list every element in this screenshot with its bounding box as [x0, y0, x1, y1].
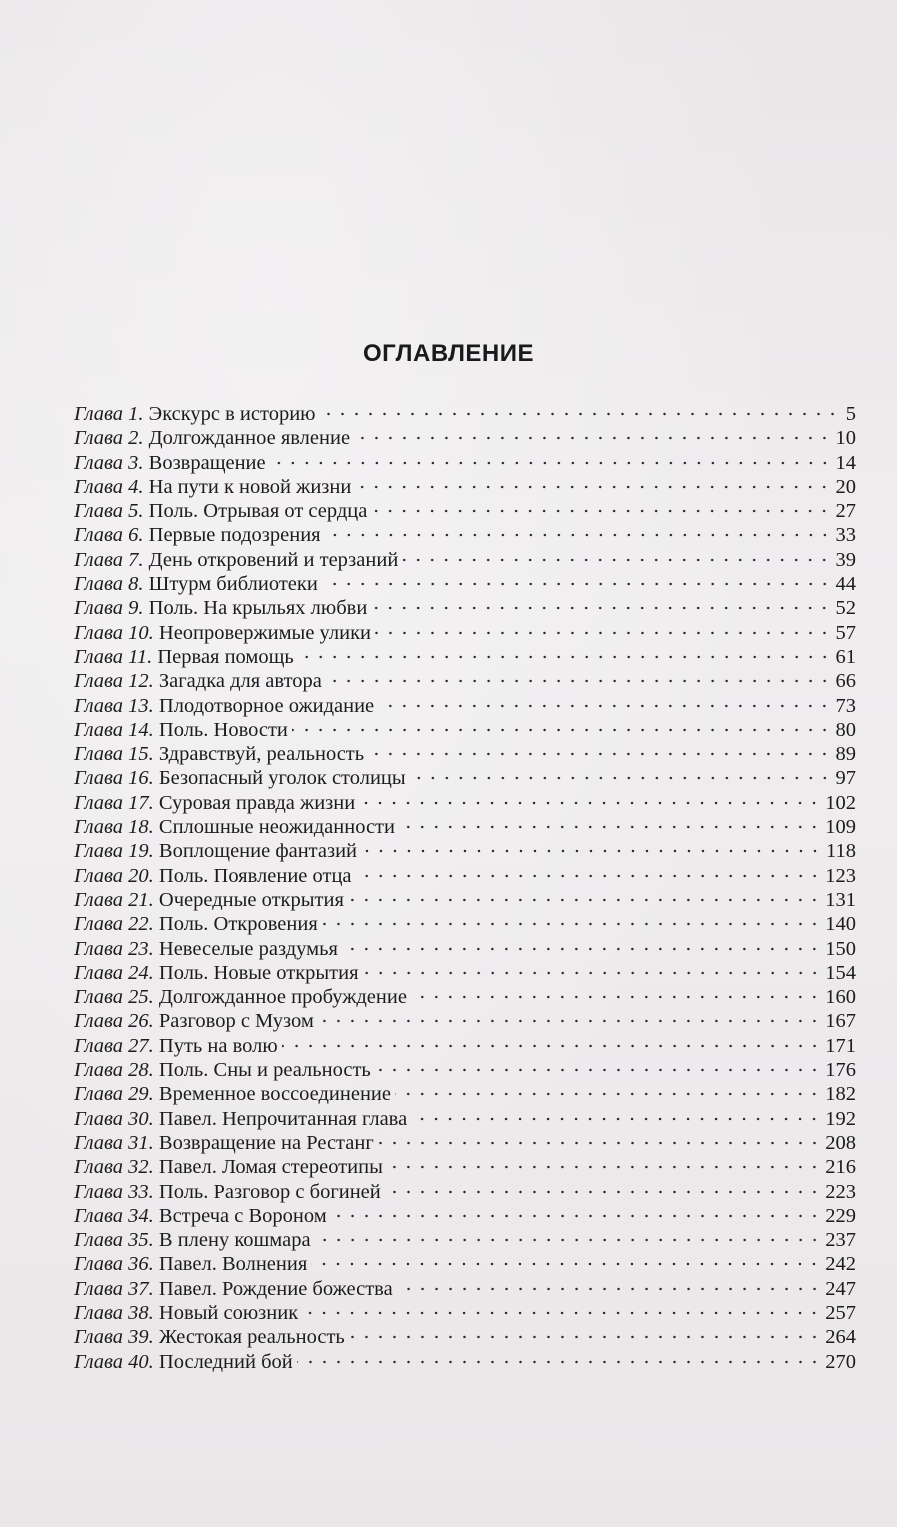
chapter-title: Разговор с Музом [158, 1010, 314, 1033]
page-number: 5 [845, 403, 856, 425]
page-number: 44 [835, 573, 856, 596]
chapter-label: Глава 22. [74, 913, 154, 936]
chapter-title: Загадка для автора [158, 670, 322, 693]
chapter-label: Глава 23. [74, 937, 154, 960]
chapter-label: Глава 12. [74, 670, 154, 693]
toc-row [74, 937, 856, 961]
page-title: ОГЛАВЛЕНИЕ [362, 340, 535, 367]
chapter-label: Глава 5. [74, 500, 144, 523]
toc-row [74, 742, 856, 766]
chapter-label: Глава 30. [74, 1107, 154, 1130]
page-number: 123 [825, 864, 856, 887]
chapter-title: Плодотворное ожидание [158, 694, 375, 717]
page-number: 160 [825, 986, 856, 1009]
toc-row [74, 1034, 856, 1058]
chapter-label: Глава 21. [74, 888, 154, 911]
page-number: 257 [825, 1301, 856, 1324]
dot-leader [359, 801, 821, 805]
chapter-label: Глава 28. [74, 1059, 154, 1082]
toc-row [74, 694, 856, 718]
toc-row [74, 1180, 856, 1204]
chapter-title: День откровений и терзаний [148, 548, 399, 571]
chapter-label: Глава 35. [74, 1229, 154, 1252]
dot-leader [368, 752, 831, 756]
chapter-label: Глава 27. [74, 1034, 154, 1057]
toc-row [74, 1325, 856, 1349]
dot-leader [270, 461, 832, 465]
dot-leader [356, 874, 822, 878]
dot-leader [402, 558, 831, 562]
page-number: 264 [825, 1326, 856, 1349]
toc-row [74, 888, 856, 912]
chapter-label: Глава 40. [74, 1350, 154, 1373]
toc-row [74, 1252, 856, 1276]
page-number: 118 [826, 840, 856, 863]
toc-row [74, 548, 856, 572]
chapter-title: Поль. На крыльях любви [148, 597, 368, 620]
dot-leader [326, 679, 832, 683]
toc-row [74, 1277, 856, 1301]
dot-leader [385, 1190, 821, 1194]
chapter-title: Жестокая реальность [158, 1326, 345, 1349]
chapter-title: Последний бой [158, 1350, 293, 1373]
page-number: 154 [825, 961, 856, 984]
chapter-title: Здравствуй, реальность [158, 743, 365, 766]
toc-row [74, 451, 856, 475]
chapter-title: Очередные открытия [158, 888, 344, 911]
chapter-title: Безопасный уголок столицы [158, 767, 406, 790]
chapter-title: Невеселые раздумья [158, 937, 338, 960]
dot-leader [399, 825, 821, 829]
page-number: 237 [825, 1229, 856, 1252]
page-number: 73 [835, 694, 856, 717]
page-number: 150 [825, 937, 856, 960]
chapter-label: Глава 36. [74, 1253, 154, 1276]
chapter-label: Глава 16. [74, 767, 154, 790]
toc-row [74, 1082, 856, 1106]
dot-leader [349, 1335, 821, 1339]
page-number: 66 [835, 670, 856, 693]
chapter-label: Глава 24. [74, 961, 154, 984]
dot-leader [331, 1214, 822, 1218]
chapter-label: Глава 26. [74, 1010, 154, 1033]
dot-leader [375, 1068, 821, 1072]
chapter-title: Павел. Волнения [158, 1253, 308, 1276]
page-number: 10 [835, 427, 856, 450]
chapter-title: Долгожданное пробуждение [158, 986, 407, 1009]
dot-leader [311, 1262, 821, 1266]
chapter-label: Глава 37. [74, 1277, 154, 1300]
page-number: 14 [835, 451, 856, 474]
page-number: 182 [825, 1083, 856, 1106]
toc-row [74, 1350, 856, 1374]
toc-row [74, 912, 856, 936]
chapter-label: Глава 17. [74, 791, 154, 814]
chapter-label: Глава 38. [74, 1301, 154, 1324]
page-number: 61 [835, 645, 856, 668]
dot-leader [411, 995, 821, 999]
dot-leader [371, 509, 831, 513]
chapter-label: Глава 18. [74, 816, 154, 839]
toc-row [74, 523, 856, 547]
dot-leader [302, 1311, 821, 1315]
chapter-label: Глава 8. [74, 573, 144, 596]
chapter-title: Возвращение на Рестанг [158, 1131, 374, 1154]
toc-row [74, 1301, 856, 1325]
chapter-title: Поль. Появление отца [158, 864, 352, 887]
chapter-label: Глава 29. [74, 1083, 154, 1106]
chapter-title: Павел. Рождение божества [158, 1277, 393, 1300]
page-number: 52 [835, 597, 856, 620]
page-number: 223 [825, 1180, 856, 1203]
chapter-title: Новый союзник [158, 1301, 299, 1324]
toc-row [74, 1204, 856, 1228]
page-number: 131 [825, 888, 856, 911]
chapter-label: Глава 2. [74, 427, 144, 450]
chapter-title: Поль. Отрывая от сердца [148, 500, 368, 523]
dot-leader [292, 728, 832, 732]
chapter-title: Экскурс в историю [148, 403, 316, 425]
toc-row [74, 1228, 856, 1252]
chapter-label: Глава 15. [74, 743, 154, 766]
toc-row [74, 815, 856, 839]
chapter-label: Глава 19. [74, 840, 154, 863]
dot-leader [387, 1165, 821, 1169]
toc-row [74, 645, 856, 669]
toc-row [74, 1107, 856, 1131]
dot-leader [363, 971, 822, 975]
chapter-label: Глава 10. [74, 621, 154, 644]
dot-leader [355, 485, 831, 489]
chapter-title: Долгожданное явление [148, 427, 351, 450]
dot-leader [297, 1360, 822, 1364]
dot-leader [342, 947, 821, 951]
dot-leader [375, 631, 831, 635]
chapter-label: Глава 34. [74, 1204, 154, 1227]
chapter-label: Глава 7. [74, 548, 144, 571]
page-number: 270 [825, 1350, 856, 1373]
dot-leader [411, 1117, 821, 1121]
page-number: 216 [825, 1156, 856, 1179]
chapter-title: Неопровержимые улики [158, 621, 372, 644]
chapter-label: Глава 4. [74, 475, 144, 498]
toc-row [74, 1155, 856, 1179]
chapter-title: В плену кошмара [158, 1229, 311, 1252]
chapter-title: Путь на волю [158, 1034, 278, 1057]
dot-leader [322, 922, 821, 926]
page-number: 167 [825, 1010, 856, 1033]
chapter-label: Глава 3. [74, 451, 144, 474]
page-number: 102 [825, 791, 856, 814]
page-number: 27 [835, 500, 856, 523]
chapter-title: Поль. Новые открытия [158, 961, 359, 984]
dot-leader [315, 1238, 822, 1242]
chapter-title: Суровая правда жизни [158, 791, 356, 814]
page-number: 176 [825, 1059, 856, 1082]
toc-row [74, 1131, 856, 1155]
page-number: 109 [825, 816, 856, 839]
toc-row [74, 402, 856, 426]
chapter-label: Глава 13. [74, 694, 154, 717]
page-number: 140 [825, 913, 856, 936]
toc-row [74, 839, 856, 863]
page-number: 57 [835, 621, 856, 644]
chapter-title: Встреча с Вороном [158, 1204, 327, 1227]
dot-leader [361, 849, 822, 853]
toc-row [74, 985, 856, 1009]
chapter-title: Поль. Откровения [158, 913, 318, 936]
dot-leader [354, 436, 831, 440]
toc-row [74, 572, 856, 596]
toc-row [74, 596, 856, 620]
dot-leader [325, 533, 832, 537]
chapter-title: Поль. Новости [158, 718, 288, 741]
toc-row [74, 475, 856, 499]
chapter-label: Глава 32. [74, 1156, 154, 1179]
toc-row [74, 791, 856, 815]
page-number: 171 [825, 1034, 856, 1057]
page-number: 33 [835, 524, 856, 547]
dot-leader [378, 704, 831, 708]
chapter-title: Возвращение [148, 451, 266, 474]
toc-row [74, 669, 856, 693]
chapter-title: Первая помощь [157, 645, 294, 668]
dot-leader [395, 1092, 821, 1096]
chapter-label: Глава 9. [74, 597, 144, 620]
chapter-title: Поль. Сны и реальность [158, 1059, 371, 1082]
dot-leader [371, 606, 831, 610]
dot-leader [282, 1044, 822, 1048]
toc-row [74, 718, 856, 742]
chapter-title: Первые подозрения [148, 524, 321, 547]
toc-row [74, 864, 856, 888]
chapter-label: Глава 6. [74, 524, 144, 547]
toc-row [74, 766, 856, 790]
dot-leader [322, 582, 832, 586]
chapter-title: Штурм библиотеки [148, 573, 318, 596]
chapter-label: Глава 14. [74, 718, 154, 741]
page-number: 229 [825, 1204, 856, 1227]
chapter-label: Глава 20. [74, 864, 154, 887]
toc-row [74, 499, 856, 523]
dot-leader [319, 412, 840, 416]
chapter-label: Глава 11. [74, 645, 153, 668]
page-number: 89 [835, 743, 856, 766]
toc-row [74, 621, 856, 645]
dot-leader [298, 655, 832, 659]
page-number: 242 [825, 1253, 856, 1276]
page-number: 192 [825, 1107, 856, 1130]
toc-row [74, 961, 856, 985]
chapter-title: Поль. Разговор с богиней [158, 1180, 381, 1203]
page-number: 39 [835, 548, 856, 571]
chapter-label: Глава 33. [74, 1180, 154, 1203]
page-number: 80 [835, 718, 856, 741]
chapter-label: Глава 31. [74, 1131, 154, 1154]
page-number: 20 [835, 475, 856, 498]
page-number: 208 [825, 1131, 856, 1154]
page-number: 247 [825, 1277, 856, 1300]
page-number: 97 [835, 767, 856, 790]
chapter-title: Павел. Ломая стереотипы [158, 1156, 383, 1179]
chapter-title: Воплощение фантазий [158, 840, 358, 863]
chapter-label: Глава 1. [74, 403, 144, 425]
toc-row [74, 1009, 856, 1033]
dot-leader [318, 1019, 821, 1023]
dot-leader [378, 1141, 822, 1145]
chapter-title: Сплошные неожиданности [158, 816, 395, 839]
toc-row [74, 426, 856, 450]
chapter-label: Глава 39. [74, 1326, 154, 1349]
chapter-title: Павел. Непрочитанная глава [158, 1107, 408, 1130]
dot-leader [410, 776, 832, 780]
chapter-title: Временное воссоединение [158, 1083, 392, 1106]
chapter-label: Глава 25. [74, 986, 154, 1009]
chapter-title: На пути к новой жизни [148, 475, 352, 498]
dot-leader [397, 1287, 822, 1291]
toc-row [74, 1058, 856, 1082]
dot-leader [348, 898, 821, 902]
table-of-contents [74, 402, 856, 1374]
